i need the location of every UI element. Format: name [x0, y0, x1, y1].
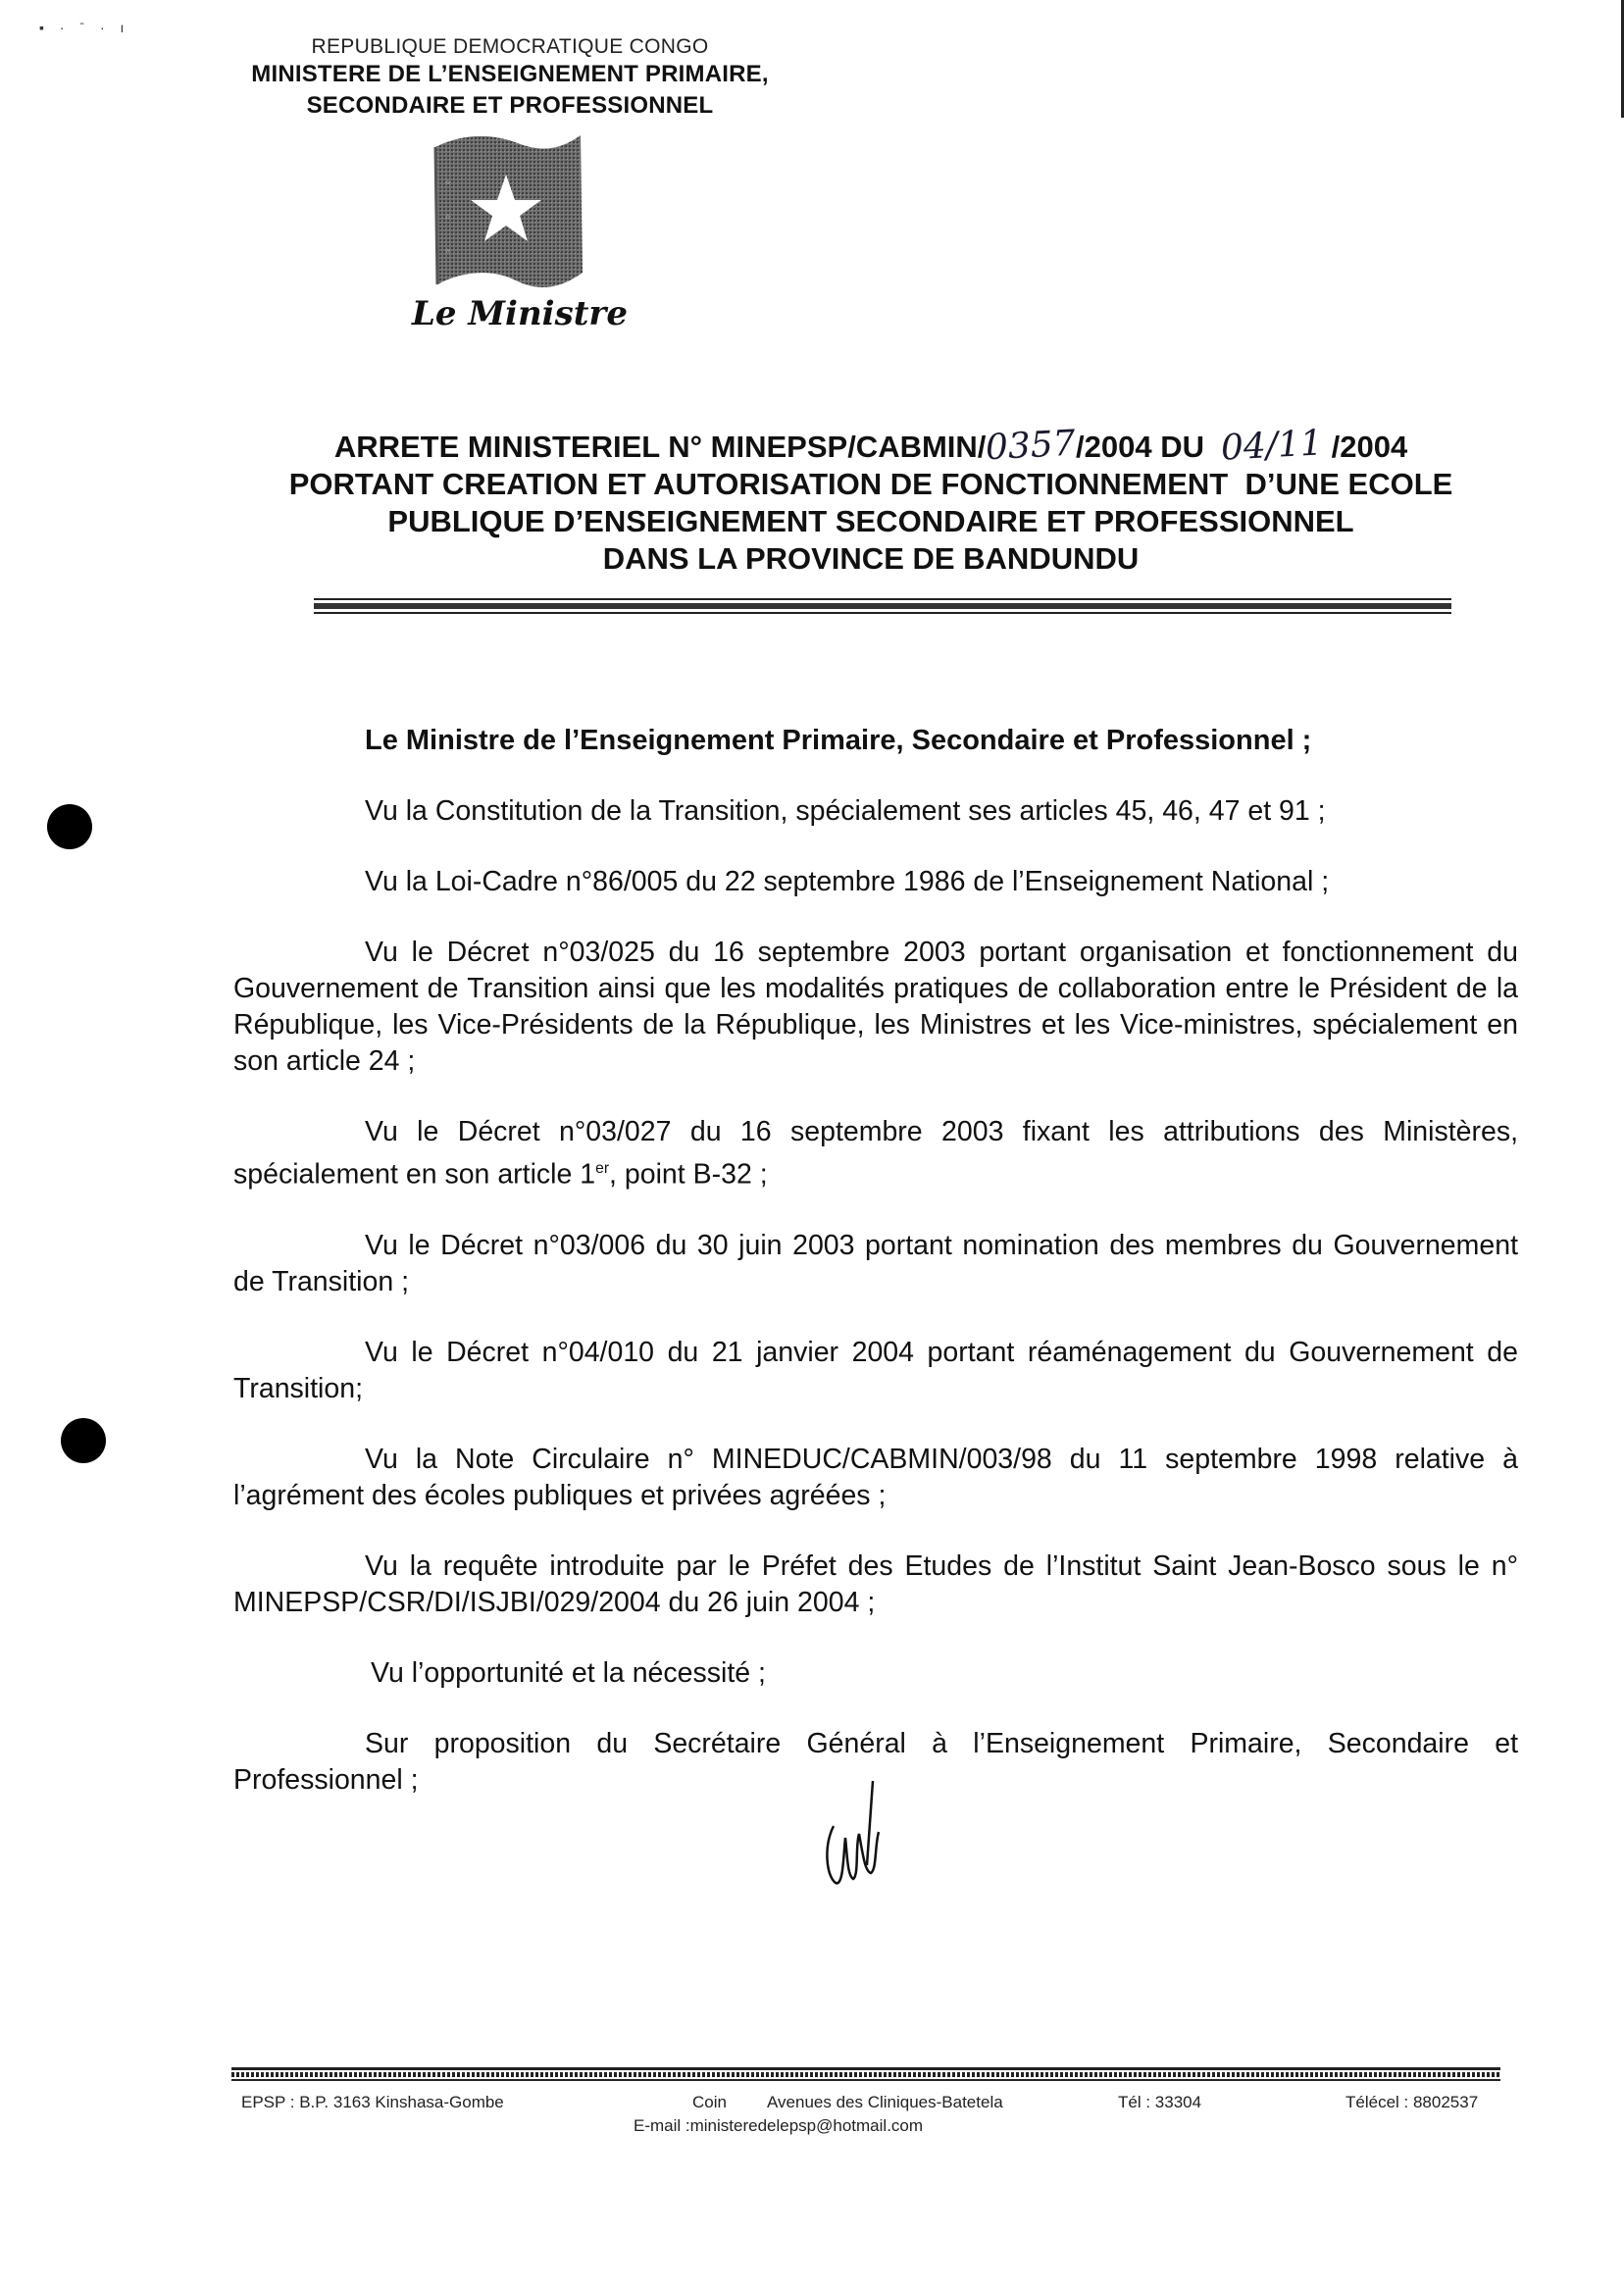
preamble-opportunite: Vu l’opportunité et la nécessité ;	[371, 1656, 766, 1689]
decree-title-line4: DANS LA PROVINCE DE BANDUNDU	[602, 541, 1140, 576]
ordinal-superscript: er	[595, 1160, 610, 1177]
preamble-loi-cadre: Vu la Loi-Cadre n°86/005 du 22 septembre 1986 de l’Enseignement National ;	[365, 866, 1330, 897]
flag-star-emblem-icon	[424, 126, 588, 302]
decree-year-du: /2004 DU	[1076, 430, 1204, 464]
decree-year-suffix: /2004	[1331, 430, 1408, 464]
footer-corner-label: Coin	[692, 2093, 727, 2111]
preamble-constitution: Vu la Constitution de la Transition, spécialement ses articles 45, 46, 47 et 91 ;	[365, 795, 1326, 827]
footer-telephone: Tél : 33304	[1118, 2093, 1202, 2111]
footer-corner-address: Avenues des Cliniques-Batetela	[767, 2093, 1003, 2111]
footer-address: EPSP : B.P. 3163 Kinshasa-Gombe	[241, 2093, 504, 2111]
decret-03-027-point: , point B-32 ;	[609, 1158, 768, 1191]
ministry-name-line1: MINISTERE DE L’ENSEIGNEMENT PRIMAIRE,	[251, 61, 769, 87]
decree-preamble	[233, 723, 1518, 1833]
punch-hole-lower	[61, 1418, 106, 1463]
svg-text:☆: ☆	[445, 246, 451, 256]
preamble-decret-03-006: Vu le Décret n°03/006 du 30 juin 2003 portant nomination des membres du Gouvernement de Transition ;	[233, 1229, 1518, 1297]
preamble-proposition: Sur proposition du Secrétaire Général à l’Enseignement Primaire, Secondaire et Professionnel ;	[233, 1727, 1518, 1796]
svg-text:☆: ☆	[445, 212, 451, 222]
decree-title	[224, 423, 1518, 578]
scan-specks: ▪ · ˉ · ı	[39, 20, 130, 35]
preamble-decret-04-010: Vu le Décret n°04/010 du 21 janvier 2004 portant réaménagement du Gouvernement de Transition;	[233, 1336, 1518, 1404]
letterhead	[186, 35, 834, 122]
preamble-decret-03-025: Vu le Décret n°03/025 du 16 septembre 2003 portant organisation et fonctionnement du Gouvernement de Transition ainsi que les modalités pratiques de collaboration entre le Président de la République, les Vice-Présidents de la République, les Ministres et les Vice-ministres, spécialement en son article 24 ;	[233, 937, 1518, 1077]
handwritten-decree-date: 04/11	[1220, 423, 1324, 469]
svg-text:☆: ☆	[445, 178, 451, 187]
preamble-decret-03-027	[233, 1114, 1518, 1193]
handwritten-decree-number: 0357	[985, 423, 1078, 469]
decree-number-prefix: ARRETE MINISTERIEL N° MINEPSP/CABMIN/	[333, 430, 987, 464]
footer-divider	[231, 2067, 1500, 2081]
decree-title-line1	[224, 423, 1518, 469]
minister-title: Le Ministre	[412, 294, 628, 333]
punch-hole-upper	[47, 804, 92, 849]
preamble-lead: Le Ministre de l’Enseignement Primaire, Secondaire et Professionnel ;	[365, 725, 1312, 756]
title-divider	[314, 598, 1451, 614]
country-name: REPUBLIQUE DEMOCRATIQUE CONGO	[311, 35, 709, 58]
footer-email: E-mail :ministeredelepsp@hotmail.com	[634, 2116, 924, 2135]
footer-telecel: Télécel : 8802537	[1345, 2093, 1479, 2111]
handwritten-initials-signature	[814, 1777, 912, 1895]
decree-title-line3: PUBLIQUE D’ENSEIGNEMENT SECONDAIRE ET PROFESSIONNEL	[387, 504, 1354, 538]
decree-title-line2: PORTANT CREATION ET AUTORISATION DE FONCTIONNEMENT D’UNE ECOLE	[288, 467, 1453, 501]
preamble-note-circulaire: Vu la Note Circulaire n° MINEDUC/CABMIN/003/98 du 11 septembre 1998 relative à l’agrément des écoles publiques et privées agréées ;	[233, 1443, 1518, 1511]
decret-03-027-text: Vu le Décret n°03/027 du 16 septembre 2003 fixant les attributions des Ministères, spécialement en son article 1	[233, 1116, 1518, 1191]
ministry-name-line2: SECONDAIRE ET PROFESSIONNEL	[306, 92, 714, 119]
preamble-requete: Vu la requête introduite par le Préfet des Etudes de l’Institut Saint Jean-Bosco sous le n° MINEPSP/CSR/DI/ISJBI/029/2004 du 26 juin 2004 ;	[233, 1549, 1518, 1618]
footer-contact	[241, 2093, 1506, 2140]
